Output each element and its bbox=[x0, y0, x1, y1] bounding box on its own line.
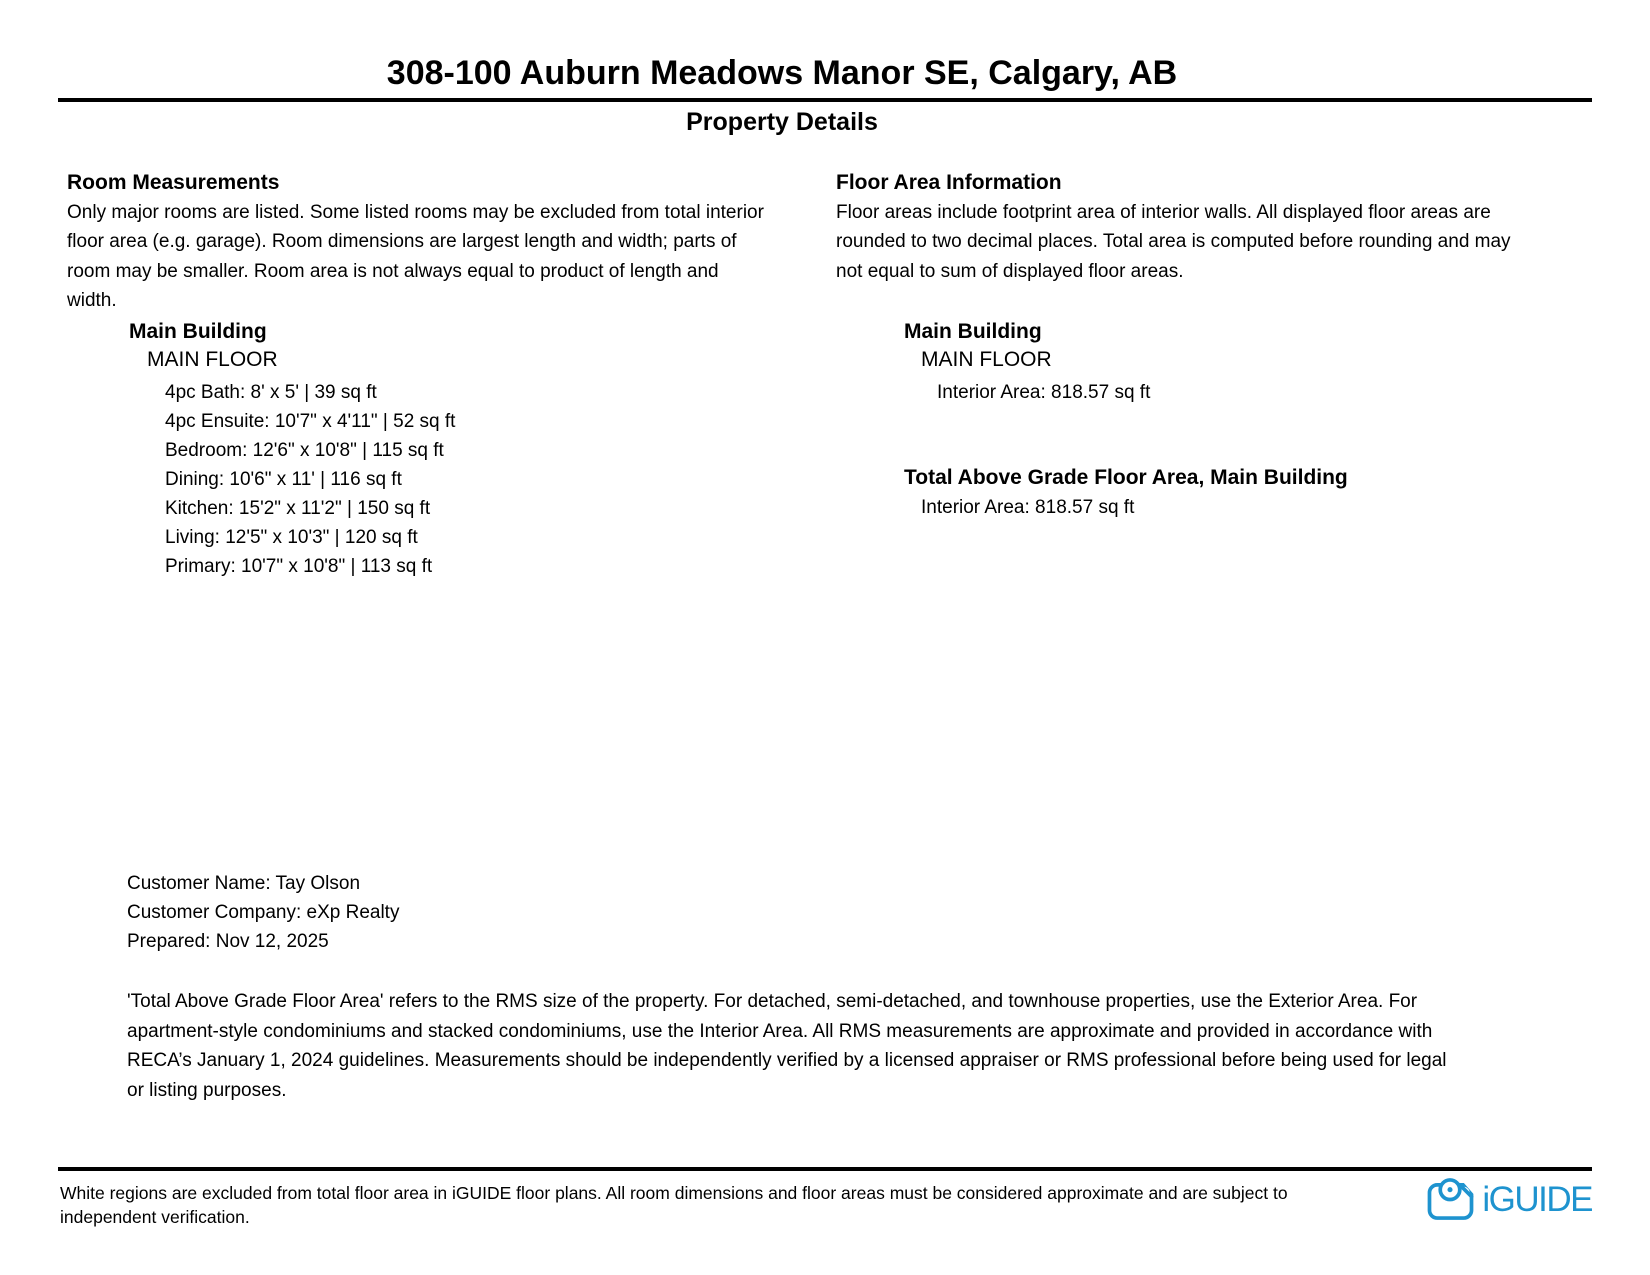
footer-note: White regions are excluded from total floor area in iGUIDE floor plans. All room dimensions and floor areas must be considered approximate and are subject to independent verification. bbox=[60, 1183, 1288, 1227]
floor-area-description: Floor areas include footprint area of interior walls. All displayed floor areas are rounded to two decimal places. Total area is computed before rounding and may not equal to sum of displayed floor areas. bbox=[836, 202, 1511, 282]
room-measurements-description: Only major rooms are listed. Some listed rooms may be excluded from total interior floor area (e.g. garage). Room dimensions are largest length and width; parts of room may be smaller. Room area is not always equal to product of length and width. bbox=[67, 202, 764, 311]
room-measurements-heading: Room Measurements bbox=[67, 171, 280, 194]
iguide-logo bbox=[1426, 1178, 1592, 1221]
page-subtitle: Property Details bbox=[686, 108, 878, 136]
total-above-grade-heading: Total Above Grade Floor Area, Main Building bbox=[904, 466, 1348, 489]
iguide-camera-icon bbox=[1426, 1178, 1475, 1221]
room-item: Dining: 10'6" x 11' | 116 sq ft bbox=[165, 469, 402, 490]
footer-divider bbox=[58, 1167, 1592, 1171]
iguide-logo-text: iGUIDE bbox=[1482, 1179, 1592, 1219]
main-floor-label-right: MAIN FLOOR bbox=[921, 348, 1052, 371]
customer-info bbox=[127, 869, 399, 956]
main-building-heading-right: Main Building bbox=[904, 320, 1042, 343]
room-list bbox=[165, 378, 455, 581]
prepared-date: Prepared: Nov 12, 2025 bbox=[127, 931, 329, 952]
total-interior-area-value: Interior Area: 818.57 sq ft bbox=[921, 497, 1135, 518]
title-divider bbox=[58, 98, 1592, 102]
interior-area-value: Interior Area: 818.57 sq ft bbox=[937, 382, 1151, 403]
main-floor-label-left: MAIN FLOOR bbox=[147, 348, 278, 371]
floor-area-heading: Floor Area Information bbox=[836, 171, 1062, 194]
room-item: 4pc Ensuite: 10'7" x 4'11" | 52 sq ft bbox=[165, 411, 456, 432]
room-item: Living: 12'5" x 10'3" | 120 sq ft bbox=[165, 527, 418, 548]
room-item: Primary: 10'7" x 10'8" | 113 sq ft bbox=[165, 556, 433, 577]
room-item: Kitchen: 15'2" x 11'2" | 150 sq ft bbox=[165, 498, 431, 519]
room-item: Bedroom: 12'6" x 10'8" | 115 sq ft bbox=[165, 440, 444, 461]
page-title: 308-100 Auburn Meadows Manor SE, Calgary, AB bbox=[386, 54, 1178, 92]
rms-disclaimer: 'Total Above Grade Floor Area' refers to the RMS size of the property. For detached, semi-detached, and townhouse properties, use the Exterior Area. For apartment-style condominiums and stacked condominiums, use the Interior Area. All RMS measurements are approximate and provided in accordance with RECA’s January 1, 2024 guidelines. Measurements should be independently verified by a licensed appraiser or RMS professional before being used for legal or listing purposes. bbox=[127, 991, 1447, 1101]
main-building-heading-left: Main Building bbox=[129, 320, 267, 343]
customer-name: Customer Name: Tay Olson bbox=[127, 873, 361, 894]
customer-company: Customer Company: eXp Realty bbox=[127, 902, 400, 923]
room-item: 4pc Bath: 8' x 5' | 39 sq ft bbox=[165, 382, 377, 403]
